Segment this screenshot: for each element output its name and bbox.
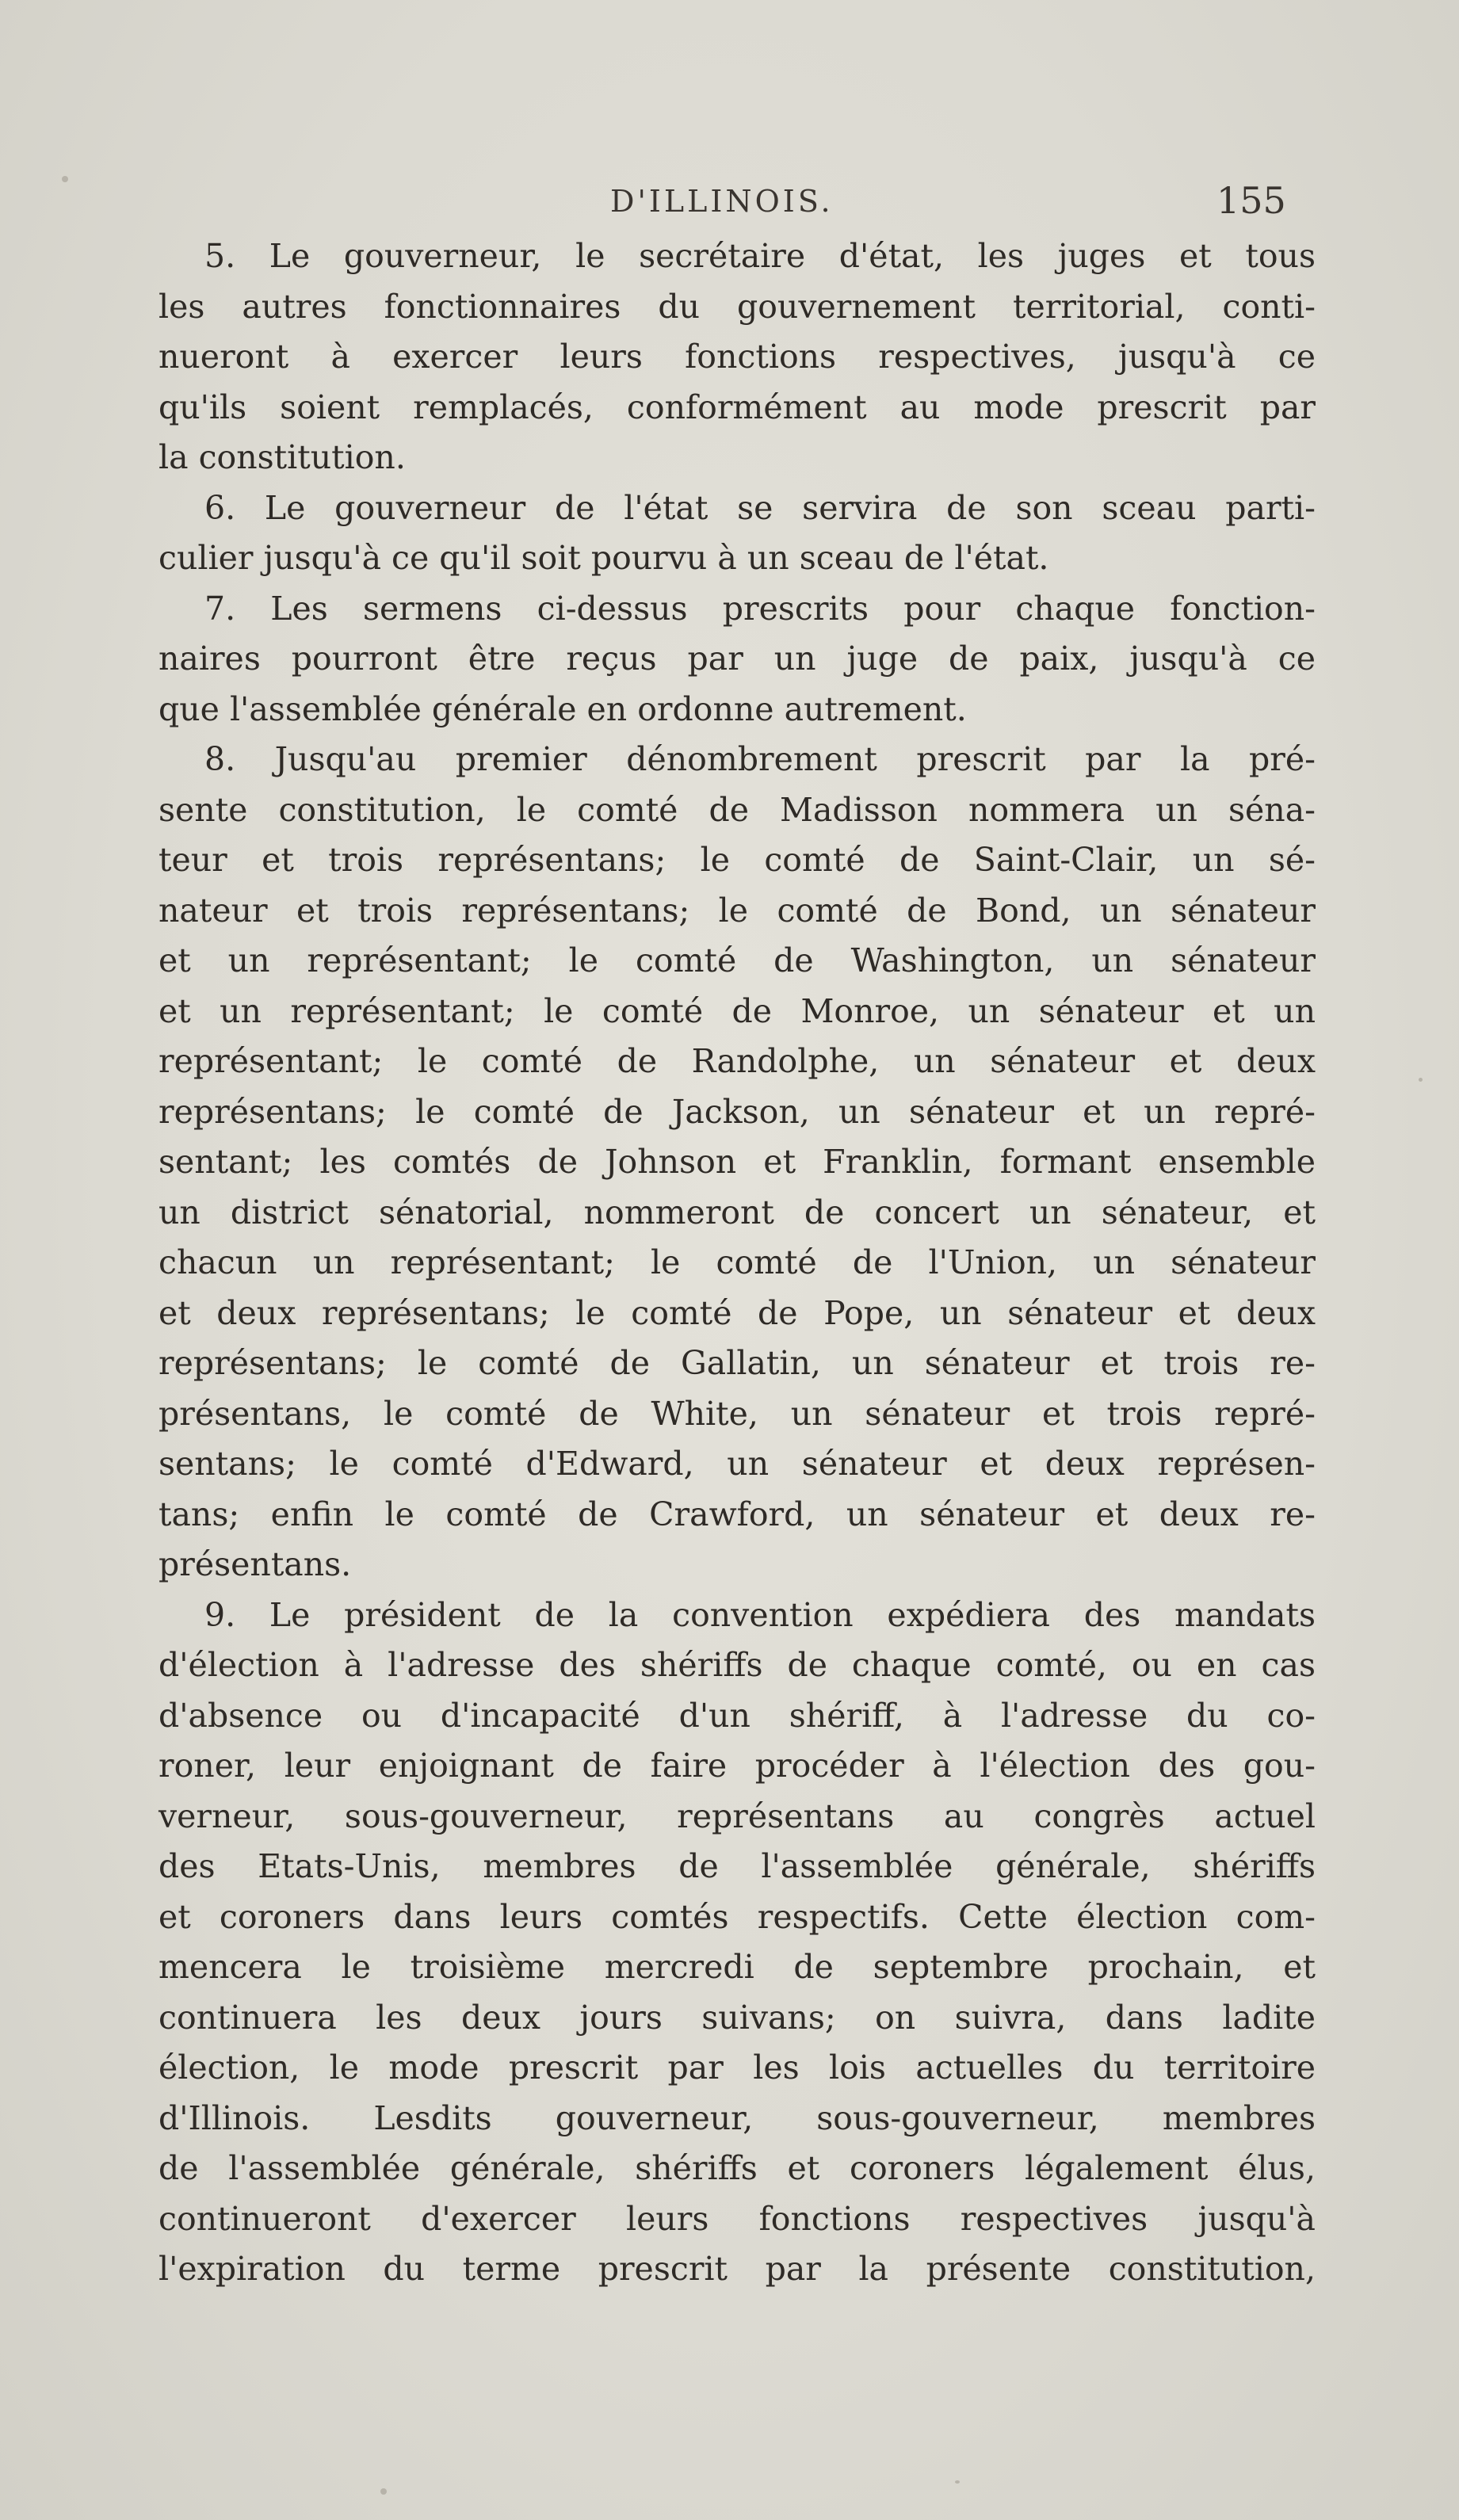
text-line: d'absence ou d'incapacité d'un shériff, à l'adresse du co- <box>159 1696 1316 1735</box>
text-line: continuera les deux jours suivans; on suivra, dans ladite <box>159 1998 1316 2037</box>
text-line: représentans; le comté de Jackson, un sénateur et un repré- <box>159 1092 1316 1131</box>
text-line: représentant; le comté de Randolphe, un sénateur et deux <box>159 1042 1316 1080</box>
text-line: nueront à exercer leurs fonctions respectives, jusqu'à ce <box>159 338 1316 376</box>
text-line: verneur, sous-gouverneur, représentans au congrès actuel <box>159 1796 1316 1835</box>
text-line: la constitution. <box>159 438 406 476</box>
text-line: et deux représentans; le comté de Pope, un sénateur et deux <box>159 1293 1316 1332</box>
text-line: mencera le troisième mercredi de septembre prochain, et <box>159 1948 1316 1986</box>
text-line: naires pourront être reçus par un juge de paix, jusqu'à ce <box>159 640 1316 678</box>
text-line: les autres fonctionnaires du gouvernement territorial, conti- <box>159 287 1316 326</box>
text-line: élection, le mode prescrit par les lois actuelles du territoire <box>159 2048 1316 2087</box>
running-head: D'ILLINOIS. <box>610 184 834 219</box>
text-line: 8. Jusqu'au premier dénombrement prescrit par la pré- <box>204 740 1316 778</box>
text-line: d'Illinois. Lesdits gouverneur, sous-gouverneur, membres <box>159 2098 1316 2137</box>
text-line: continueront d'exercer leurs fonctions respectives jusqu'à <box>159 2199 1316 2238</box>
paper-speck <box>62 176 68 182</box>
text-line: de l'assemblée générale, shériffs et coroners légalement élus, <box>159 2149 1316 2187</box>
text-line: présentans. <box>159 1545 352 1583</box>
text-line: 7. Les sermens ci-dessus prescrits pour chaque fonction- <box>204 589 1316 628</box>
paper-speck <box>380 2488 387 2495</box>
text-line: un district sénatorial, nommeront de concert un sénateur, et <box>159 1193 1316 1231</box>
text-line: nateur et trois représentans; le comté de Bond, un sénateur <box>159 891 1316 930</box>
text-line: que l'assemblée générale en ordonne autrement. <box>159 689 967 728</box>
text-line: et coroners dans leurs comtés respectifs. Cette élection com- <box>159 1897 1316 1936</box>
text-line: qu'ils soient remplacés, conformément au mode prescrit par <box>159 388 1316 426</box>
paper-speck <box>1419 1078 1423 1082</box>
text-line: chacun un représentant; le comté de l'Union, un sénateur <box>159 1243 1316 1281</box>
text-line: et un représentant; le comté de Monroe, un sénateur et un <box>159 991 1316 1030</box>
text-line: d'élection à l'adresse des shériffs de chaque comté, ou en cas <box>159 1646 1316 1684</box>
text-line: l'expiration du terme prescrit par la présente constitution, <box>159 2250 1316 2288</box>
text-line: culier jusqu'à ce qu'il soit pourvu à un sceau de l'état. <box>159 539 1049 577</box>
text-line: des Etats-Unis, membres de l'assemblée générale, shériffs <box>159 1847 1316 1885</box>
text-line: tans; enfin le comté de Crawford, un sénateur et deux re- <box>159 1495 1316 1533</box>
body-text <box>159 231 1316 2295</box>
text-line: 6. Le gouverneur de l'état se servira de son sceau parti- <box>204 488 1316 527</box>
text-line: 9. Le président de la convention expédiera des mandats <box>204 1595 1316 1634</box>
text-line: sentans; le comté d'Edward, un sénateur et deux représen- <box>159 1445 1316 1483</box>
text-line: teur et trois représentans; le comté de Saint-Clair, un sé- <box>159 841 1316 879</box>
text-line: représentans; le comté de Gallatin, un sénateur et trois re- <box>159 1344 1316 1382</box>
text-line: sente constitution, le comté de Madisson nommera un séna- <box>159 790 1316 829</box>
text-line: présentans, le comté de White, un sénateur et trois repré- <box>159 1394 1316 1433</box>
text-line: 5. Le gouverneur, le secrétaire d'état, les juges et tous <box>204 237 1316 275</box>
text-line: sentant; les comtés de Johnson et Franklin, formant ensemble <box>159 1143 1316 1181</box>
paper-speck <box>955 2480 960 2484</box>
page-header <box>0 179 1459 231</box>
text-line: roner, leur enjoignant de faire procéder à l'élection des gou- <box>159 1747 1316 1785</box>
page-number: 155 <box>1216 179 1286 222</box>
text-line: et un représentant; le comté de Washington, un sénateur <box>159 941 1316 979</box>
